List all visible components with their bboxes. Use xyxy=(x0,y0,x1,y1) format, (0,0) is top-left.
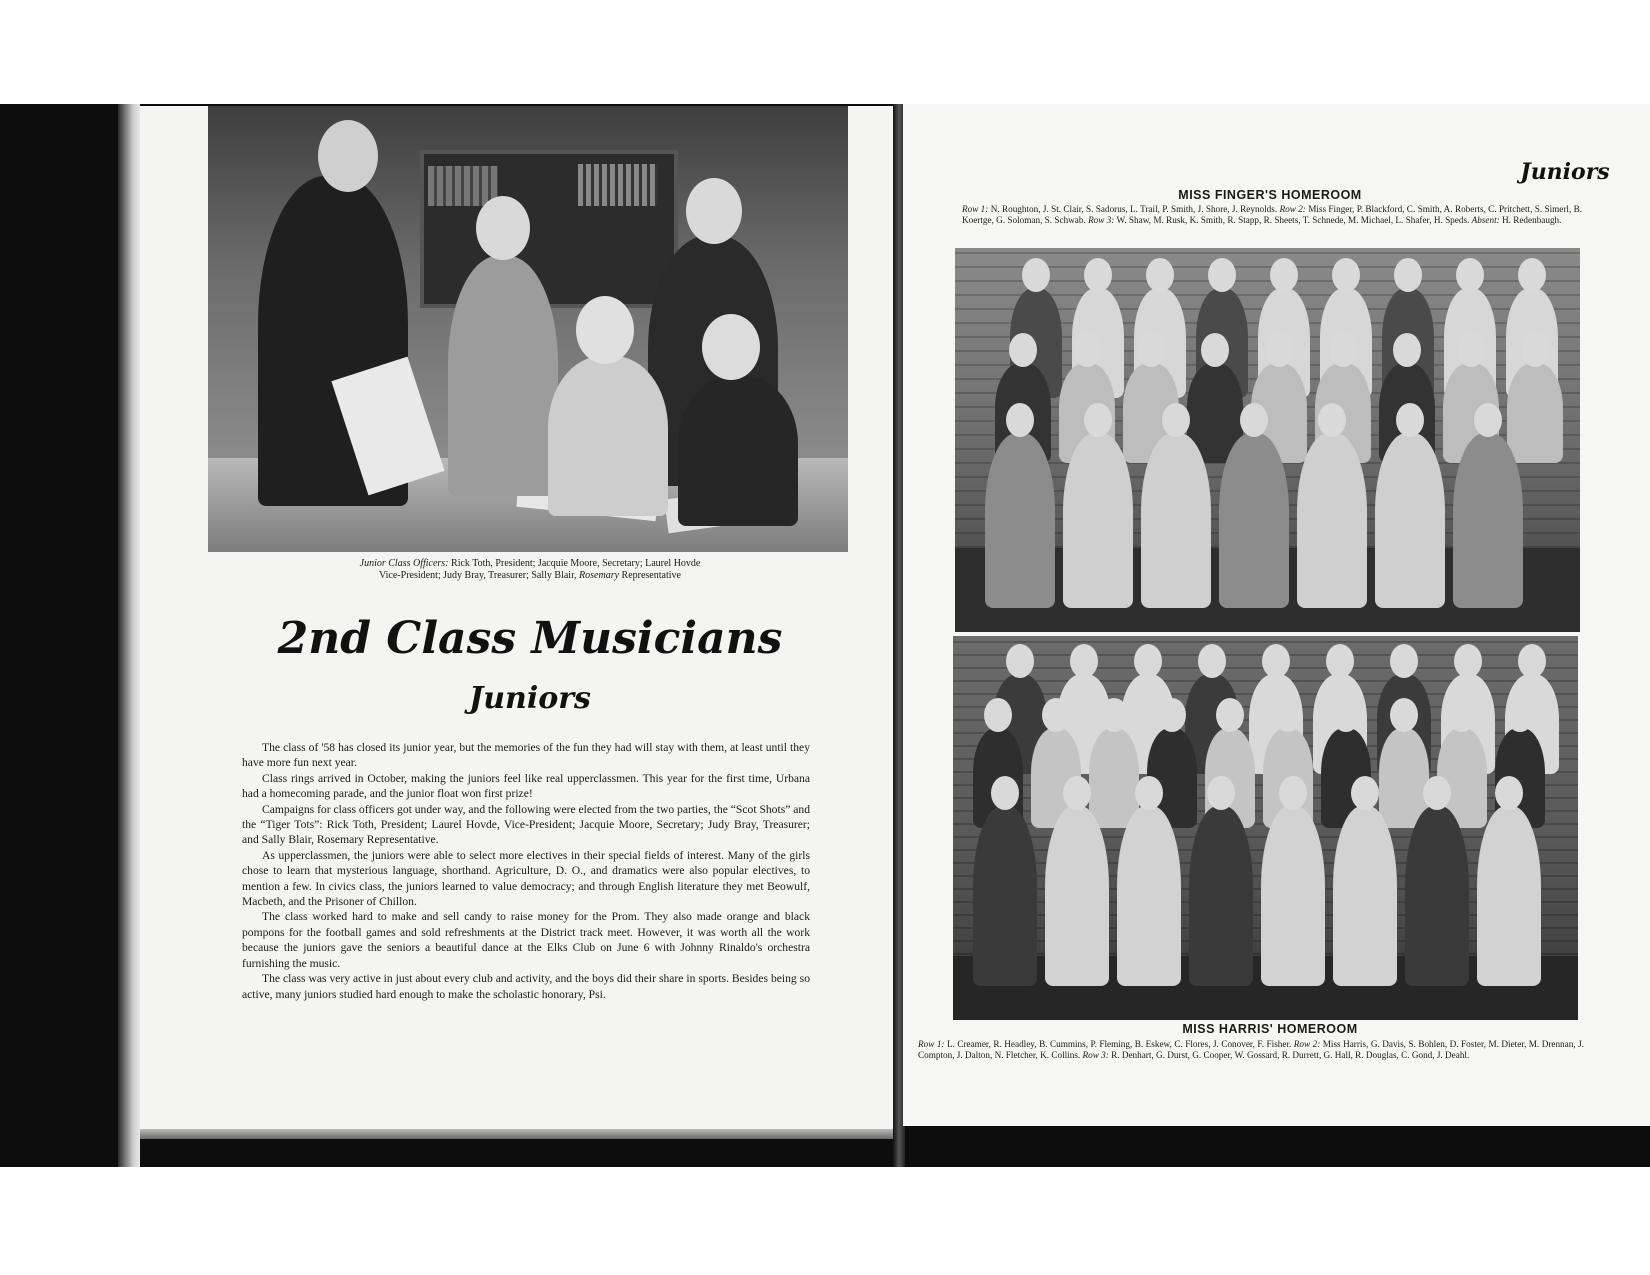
finger-row1-label: Row 1: xyxy=(962,204,989,214)
group-photo-figure xyxy=(1333,806,1397,986)
article-paragraph: The class worked hard to make and sell candy to raise money for the Prom. They also made orange and black pompons for the football games and sold refreshments at the District track meet. However, it was worth all the work because the juniors gave the seniors a beautiful dance at the Elks Club on June 6 with Johnny Rinaldo's orchestra furnishing the music. xyxy=(242,910,810,970)
harris-homeroom-photo xyxy=(953,636,1578,1020)
group-photo-face xyxy=(1134,644,1162,678)
finger-homeroom-title: MISS FINGER'S HOMEROOM xyxy=(1178,188,1362,202)
group-photo-face xyxy=(1084,403,1112,437)
group-photo-face xyxy=(1456,258,1484,292)
officers-caption-line2-italic: Rosemary xyxy=(579,570,620,581)
left-page-bottom-edge xyxy=(140,1129,895,1139)
group-photo-face xyxy=(1063,776,1091,810)
group-photo-figure xyxy=(1297,433,1367,608)
group-photo-face xyxy=(1135,776,1163,810)
class-officers-photo xyxy=(208,106,848,552)
harris-row3-label: Row 3: xyxy=(1082,1049,1109,1060)
group-photo-face xyxy=(1073,333,1101,367)
group-photo-figure xyxy=(1141,433,1211,608)
group-photo-face xyxy=(1518,644,1546,678)
article-paragraph: Class rings arrived in October, making the juniors feel like real upperclassmen. This year for the first time, Urbana had a homecoming parade, and the junior float won first prize! xyxy=(242,771,810,801)
officers-caption-line2b: Representative xyxy=(621,570,681,581)
harris-row1: L. Creamer, R. Headley, B. Cummins, P. Fleming, B. Eskew, C. Flores, J. Conover, F. Fisher. xyxy=(946,1039,1292,1049)
finger-homeroom-photo xyxy=(955,248,1580,632)
harris-homeroom-title: MISS HARRIS' HOMEROOM xyxy=(1182,1022,1358,1036)
finger-absent: H. Redenbaugh. xyxy=(1502,214,1562,225)
group-photo-figure xyxy=(1063,433,1133,608)
harris-row2-label: Row 2: xyxy=(1293,1039,1321,1049)
book-spine-edge xyxy=(118,104,140,1167)
group-photo-face xyxy=(1318,403,1346,437)
group-photo-figure xyxy=(1375,433,1445,608)
group-photo-face xyxy=(1332,258,1360,292)
officers-caption-line1: Rick Toth, President; Jacquie Moore, Secretary; Laurel Hovde xyxy=(451,558,701,569)
group-photo-face xyxy=(1009,333,1037,367)
harris-row1-label: Row 1: xyxy=(918,1039,945,1049)
group-photo-face xyxy=(1162,403,1190,437)
group-photo-face xyxy=(1495,776,1523,810)
group-photo-face xyxy=(1423,776,1451,810)
group-photo-face xyxy=(1332,698,1360,732)
group-photo-face xyxy=(1137,333,1165,367)
group-photo-face xyxy=(1240,403,1268,437)
group-photo-face xyxy=(1474,403,1502,437)
group-photo-face xyxy=(1279,776,1307,810)
finger-row2-label: Row 2: xyxy=(1279,204,1306,214)
article-body xyxy=(242,740,810,1002)
group-photo-figure xyxy=(1117,806,1181,986)
page-heading: 2nd Class Musicians xyxy=(277,613,783,664)
officers-caption-line2a: Vice-President; Judy Bray, Treasurer; Sally Blair, xyxy=(379,570,577,581)
group-photo-figure xyxy=(1477,806,1541,986)
group-photo-face xyxy=(1201,333,1229,367)
group-photo-face xyxy=(1270,258,1298,292)
group-photo-face xyxy=(1158,698,1186,732)
group-photo-face xyxy=(1070,644,1098,678)
group-photo-face xyxy=(1521,333,1549,367)
group-photo-figure xyxy=(1507,363,1563,463)
group-photo-face xyxy=(1100,698,1128,732)
group-photo-figure xyxy=(1045,806,1109,986)
group-photo-face xyxy=(991,776,1019,810)
group-photo-figure xyxy=(1261,806,1325,986)
group-photo-face xyxy=(1329,333,1357,367)
group-photo-face xyxy=(1396,403,1424,437)
group-photo-face xyxy=(1262,644,1290,678)
group-photo-face xyxy=(1457,333,1485,367)
group-photo-face xyxy=(1265,333,1293,367)
finger-row3: W. Shaw, M. Rusk, K. Smith, R. Stapp, R. Sheets, T. Schnede, M. Michael, L. Shafer, H. Speds. xyxy=(1116,214,1470,225)
group-photo-face xyxy=(1006,403,1034,437)
group-photo-face xyxy=(1042,698,1070,732)
finger-roster xyxy=(962,204,1582,226)
group-photo-face xyxy=(1454,644,1482,678)
group-photo-figure xyxy=(1405,806,1469,986)
group-photo-face xyxy=(984,698,1012,732)
harris-roster xyxy=(918,1039,1584,1061)
group-photo-figure xyxy=(1219,433,1289,608)
group-photo-figure xyxy=(973,806,1037,986)
section-label: Juniors xyxy=(1520,159,1610,185)
article-paragraph: As upperclassmen, the juniors were able to select more electives in their special fields of interest. Many of the girls chose to learn that mysterious language, shorthand. Agriculture, D. O., and dramatics were also popular electives, to mention a few. In civics class, the juniors learned to value democracy; and through English literature they met Beowulf, Macbeth, and the Prisoner of Chillon. xyxy=(242,848,810,909)
group-photo-face xyxy=(1006,644,1034,678)
group-photo-face xyxy=(1390,644,1418,678)
group-photo-figure xyxy=(1453,433,1523,608)
harris-row2: Miss Harris, G. Davis, S. Bohlen, D. Foster, M. Dieter, M. Drennan, J. Compton, J. Dalton, N. Fletcher, K. Collins. xyxy=(918,1039,1584,1060)
finger-row3-label: Row 3: xyxy=(1088,214,1115,225)
group-photo-face xyxy=(1207,776,1235,810)
group-photo-face xyxy=(1506,698,1534,732)
article-paragraph: Campaigns for class officers got under way, and the following were elected from the two parties, the “Scot Shots” and the “Tiger Tots”: Rick Toth, President; Laurel Hovde, Vice-President; Jacquie Moore, Secretary; Judy Bray, Treasurer; and Sally Blair, Rosemary Representative. xyxy=(242,802,810,847)
group-photo-face xyxy=(1394,258,1422,292)
group-photo-face xyxy=(1084,258,1112,292)
finger-row2: Miss Finger, P. Blackford, C. Smith, A. Roberts, C. Pritchett, S. Simerl, B. Koertge, G. Soloman, S. Schwab. xyxy=(962,204,1583,225)
group-photo-face xyxy=(1022,258,1050,292)
group-photo-figure xyxy=(1189,806,1253,986)
group-photo-face xyxy=(1146,258,1174,292)
article-paragraph: The class was very active in just about every club and activity, and the boys did their share in sports. Besides being so active, many juniors studied hard enough to make the scholastic honorary, Psi. xyxy=(242,972,810,1001)
officers-caption xyxy=(250,558,810,582)
group-photo-face xyxy=(1393,333,1421,367)
group-photo-face xyxy=(1274,698,1302,732)
group-photo-face xyxy=(1390,698,1418,732)
group-photo-face xyxy=(1208,258,1236,292)
article-paragraph: The class of '58 has closed its junior year, but the memories of the fun they had will stay with them, at least until they have more fun next year. xyxy=(242,741,810,770)
group-photo-face xyxy=(1351,776,1379,810)
harris-row3: R. Denhart, G. Durst, G. Cooper, W. Gossard, R. Durrett, G. Hall, R. Douglas, C. Gond, J. Deahl. xyxy=(1111,1049,1470,1060)
group-photo-figure xyxy=(985,433,1055,608)
group-photo-face xyxy=(1518,258,1546,292)
group-photo-face xyxy=(1198,644,1226,678)
group-photo-face xyxy=(1326,644,1354,678)
officers-caption-label: Junior Class Officers: xyxy=(359,558,449,569)
group-photo-face xyxy=(1216,698,1244,732)
group-photo-figure xyxy=(1089,728,1139,828)
page-subheading: Juniors xyxy=(469,681,591,716)
group-photo-face xyxy=(1448,698,1476,732)
finger-absent-label: Absent: xyxy=(1471,214,1500,225)
finger-row1: N. Roughton, J. St. Clair, S. Sadorus, L. Trail, P. Smith, J. Shore, J. Reynolds. xyxy=(990,204,1278,214)
